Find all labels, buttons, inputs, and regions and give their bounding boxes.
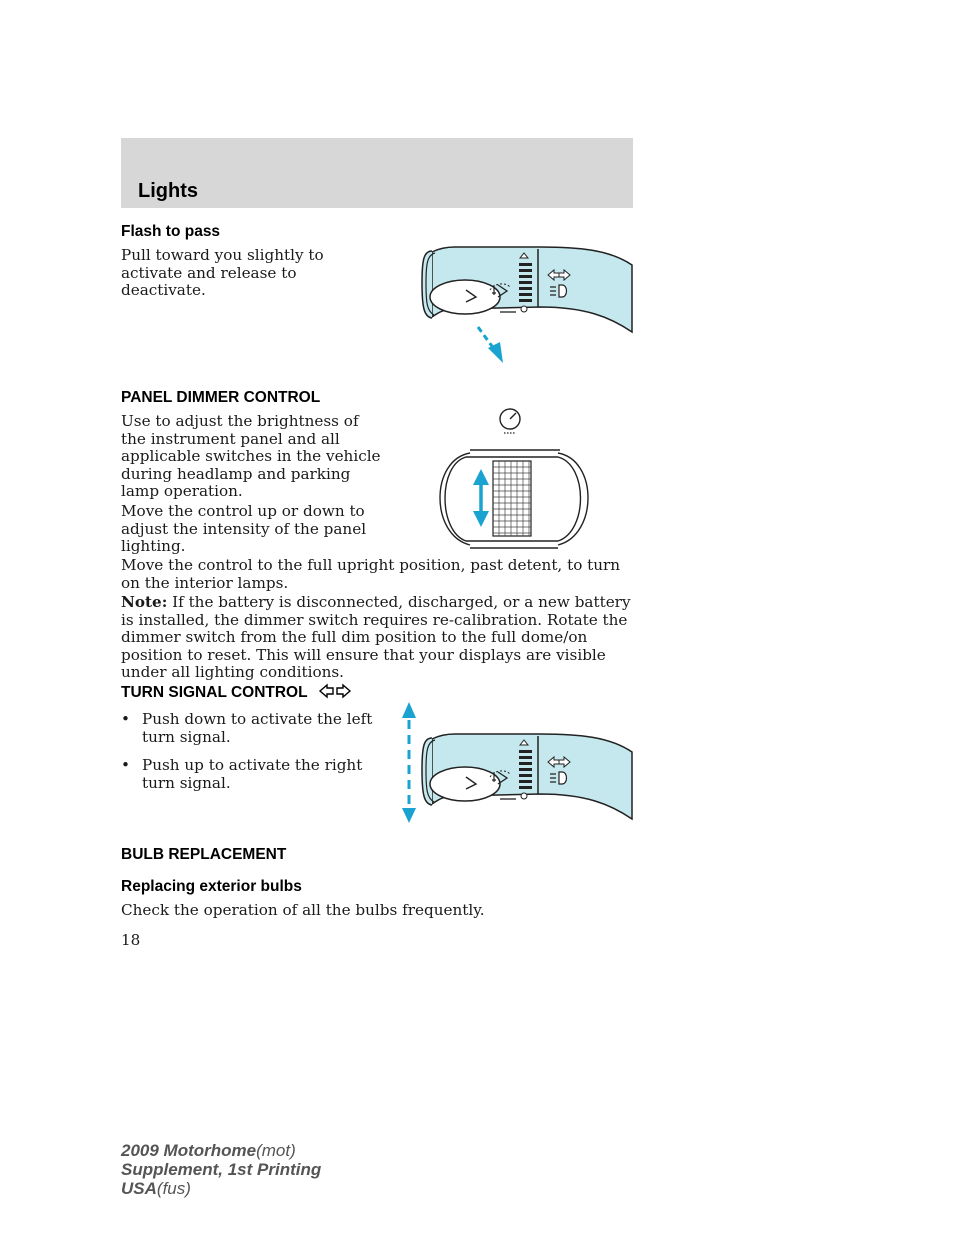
flash-to-pass-stalk-figure — [410, 245, 638, 370]
stalk-icon — [422, 247, 632, 332]
panel-dimmer-paragraph-1: Use to adjust the brightness of the instrument panel and all applicable switches in the vehicle during headlamp and parking lamp operation. — [121, 412, 381, 500]
turn-signal-stalk-figure — [395, 700, 638, 825]
footer-publication: 2009 Motorhome — [121, 1141, 257, 1160]
panel-dimmer-figure — [430, 405, 600, 555]
stalk-icon — [422, 734, 632, 819]
exterior-bulbs-subheading: Replacing exterior bulbs — [121, 878, 302, 895]
note-text: If the battery is disconnected, discharged, or a new battery is installed, the dimmer switch requires re-calibration. Rotate the dimmer switch from the full dim position to the full dome/on position to reset. This will ensure that your displays are visible under all lighting conditions. — [121, 593, 631, 681]
turn-signal-bullet-left: Push down to activate the left turn signal. — [142, 710, 373, 746]
list-item: • Push down to activate the left turn signal. — [121, 710, 373, 746]
panel-dimmer-heading: PANEL DIMMER CONTROL — [121, 389, 321, 406]
panel-dimmer-paragraph-2: Move the control up or down to adjust the intensity of the panel lighting. — [121, 502, 367, 555]
vertical-arrow-icon — [402, 702, 416, 823]
flash-to-pass-text: Pull toward you slightly to activate and release to deactivate. — [121, 246, 324, 299]
footer-printing: Supplement, 1st Printing — [121, 1160, 322, 1179]
panel-dimmer-paragraph-3: Move the control to the full upright position, past detent, to turn on the interior lamps. — [121, 556, 621, 592]
footer-publication-code: (mot) — [256, 1141, 296, 1160]
instrument-gauge-icon — [500, 409, 520, 433]
print-footer — [121, 1141, 321, 1198]
section-title: Lights — [138, 180, 198, 202]
page-number: 18 — [121, 931, 141, 949]
bulb-replacement-heading: BULB REPLACEMENT — [121, 846, 287, 863]
flash-to-pass-heading: Flash to pass — [121, 223, 221, 240]
turn-signal-bullet-right: Push up to activate the right turn signal. — [142, 756, 363, 792]
turn-signal-heading: TURN SIGNAL CONTROL — [121, 684, 308, 701]
bulb-replacement-text: Check the operation of all the bulbs frequently. — [121, 901, 485, 919]
footer-market-code: (fus) — [156, 1179, 191, 1198]
section-header-band — [121, 138, 633, 208]
note-label: Note: — [121, 593, 168, 611]
footer-market: USA — [121, 1179, 157, 1198]
panel-dimmer-note — [121, 594, 641, 682]
turn-signal-arrows-icon — [318, 682, 352, 700]
list-item: • Push up to activate the right turn signal. — [121, 756, 363, 792]
turn-signal-list — [121, 711, 386, 803]
pull-direction-arrow-icon — [478, 327, 503, 363]
dimmer-thumbwheel-icon — [440, 450, 588, 548]
